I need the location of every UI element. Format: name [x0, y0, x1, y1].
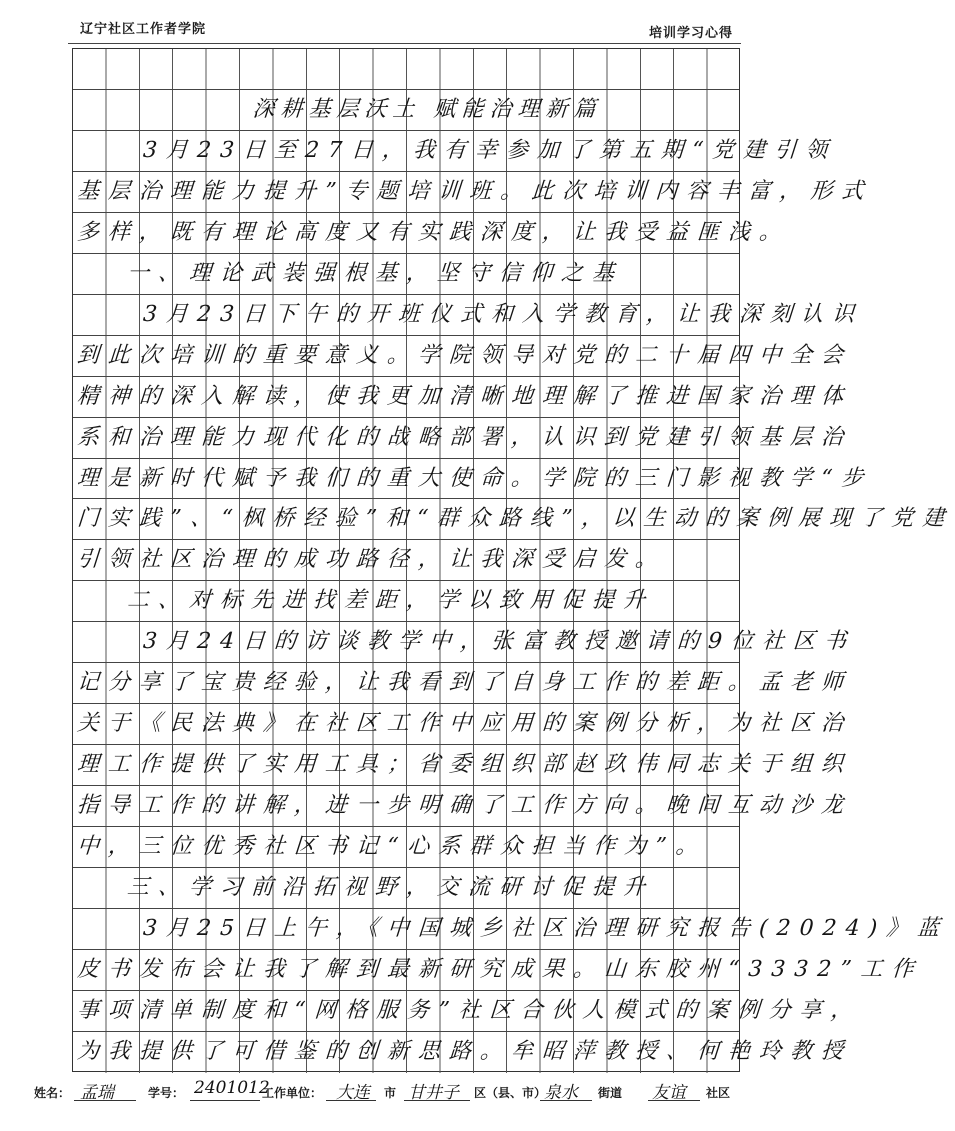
- institution-name: 辽宁社区工作者学院: [80, 22, 207, 37]
- row-text: 门实践”、“枫桥经验”和“群众路线”，以生动的案例展现了党建: [76, 506, 955, 532]
- grid-row: [73, 786, 853, 827]
- grid-row: [73, 622, 856, 663]
- city-label: 市: [384, 1086, 397, 1100]
- row-text: 中，三位优秀社区书记“心系群众担当作为”。: [76, 834, 708, 860]
- grid-sheet: [72, 48, 955, 1072]
- work-unit-label: 工作单位：: [262, 1086, 323, 1100]
- grid-row: [73, 1032, 853, 1073]
- row-text: 记分享了宝贵经验，让我看到了自身工作的差距。孟老师: [76, 670, 853, 696]
- grid-row: [73, 909, 950, 950]
- row-text: 理工作提供了实用工具；省委组织部赵玖伟同志关于组织: [76, 752, 853, 778]
- row-text: 系和治理能力现代化的战略部署，认识到党建引领基层治: [76, 424, 853, 450]
- row-text: 3月23日下午的开班仪式和入学教育，让我深刻认识: [142, 301, 864, 327]
- header-rule: [68, 43, 741, 44]
- grid-row: [73, 581, 739, 622]
- grid-row: [73, 663, 853, 704]
- id-label: 学号：: [148, 1086, 185, 1100]
- name-underline: [74, 1100, 136, 1101]
- grid-row: [73, 131, 838, 172]
- grid-row: [73, 950, 924, 991]
- essay-title: 深耕基层沃土 赋能治理新篇: [251, 96, 603, 122]
- row-text: 3月23日至27日，我有幸参加了第五期“党建引领: [142, 137, 838, 163]
- grid-row: [73, 745, 853, 786]
- document-type: 培训学习心得: [648, 26, 733, 41]
- section-heading: 一、理论武装强根基，坚守信仰之基: [126, 260, 624, 286]
- row-text: 为我提供了可借鉴的创新思路。牟昭萍教授、何艳玲教授: [76, 1038, 853, 1064]
- row-text: [76, 51, 739, 87]
- grid-row: [73, 704, 853, 745]
- grid-row: [73, 868, 739, 909]
- street-label: 街道: [598, 1086, 623, 1100]
- section-heading: 三、学习前沿拓视野，交流研讨促提升: [126, 875, 655, 901]
- grid-row: [73, 172, 874, 213]
- community-label: 社区: [706, 1086, 731, 1100]
- row-text: 基层治理能力提升”专题培训班。此次培训内容丰富，形式: [76, 178, 874, 204]
- city-underline: [326, 1100, 376, 1101]
- page-footer: [0, 1076, 799, 1131]
- row-text: 多样，既有理论高度又有实践深度，让我受益匪浅。: [76, 219, 791, 245]
- grid-row: [73, 540, 739, 581]
- street-value: 泉水: [544, 1083, 578, 1103]
- grid-row: [73, 827, 739, 868]
- row-text: 理是新时代赋予我们的重大使命。学院的三门影视教学“步: [76, 465, 874, 491]
- district-underline: [404, 1100, 470, 1101]
- row-text: 3月25日上午，《中国城乡社区治理研究报告(2024)》蓝: [142, 916, 950, 942]
- grid-row: [73, 336, 853, 377]
- row-text: 到此次培训的重要意义。学院领导对党的二十届四中全会: [76, 342, 853, 368]
- section-heading: 二、对标先进找差距，学以致用促提升: [126, 588, 655, 614]
- row-text: 指导工作的讲解，进一步明确了工作方向。晚间互动沙龙: [76, 793, 853, 819]
- id-value: 2401012: [194, 1078, 270, 1098]
- grid-row: [73, 991, 863, 1032]
- grid-row: [73, 295, 864, 336]
- grid-row: [73, 499, 955, 540]
- district-label: 区（县、市）: [474, 1086, 547, 1100]
- name-value: 孟瑞: [80, 1083, 114, 1103]
- district-value: 甘井子: [408, 1083, 459, 1103]
- grid-row: [73, 213, 791, 254]
- city-value: 大连: [336, 1083, 370, 1103]
- grid-row: [73, 254, 739, 295]
- row-text: 事项清单制度和“网格服务”社区合伙人模式的案例分享，: [76, 997, 863, 1023]
- row-text: 精神的深入解读，使我更加清晰地理解了推进国家治理体: [76, 383, 853, 409]
- name-label: 姓名：: [34, 1086, 71, 1100]
- row-text: 关于《民法典》在社区工作中应用的案例分析，为社区治: [76, 711, 853, 737]
- grid-row: [73, 377, 853, 418]
- grid-row: [73, 49, 739, 90]
- grid-row: [73, 418, 853, 459]
- grid-row: [73, 459, 874, 500]
- community-underline: [648, 1100, 700, 1101]
- grid-row: [73, 90, 739, 131]
- row-text: 皮书发布会让我了解到最新研究成果。山东胶州“3332”工作: [76, 956, 924, 982]
- row-text: 3月24日的访谈教学中，张富教授邀请的9位社区书: [142, 629, 856, 655]
- id-underline: [190, 1100, 260, 1101]
- row-text: 引领社区治理的成功路径，让我深受启发。: [76, 547, 667, 573]
- street-underline: [540, 1100, 592, 1101]
- community-value: 友谊: [652, 1083, 686, 1103]
- page-header: [0, 0, 799, 44]
